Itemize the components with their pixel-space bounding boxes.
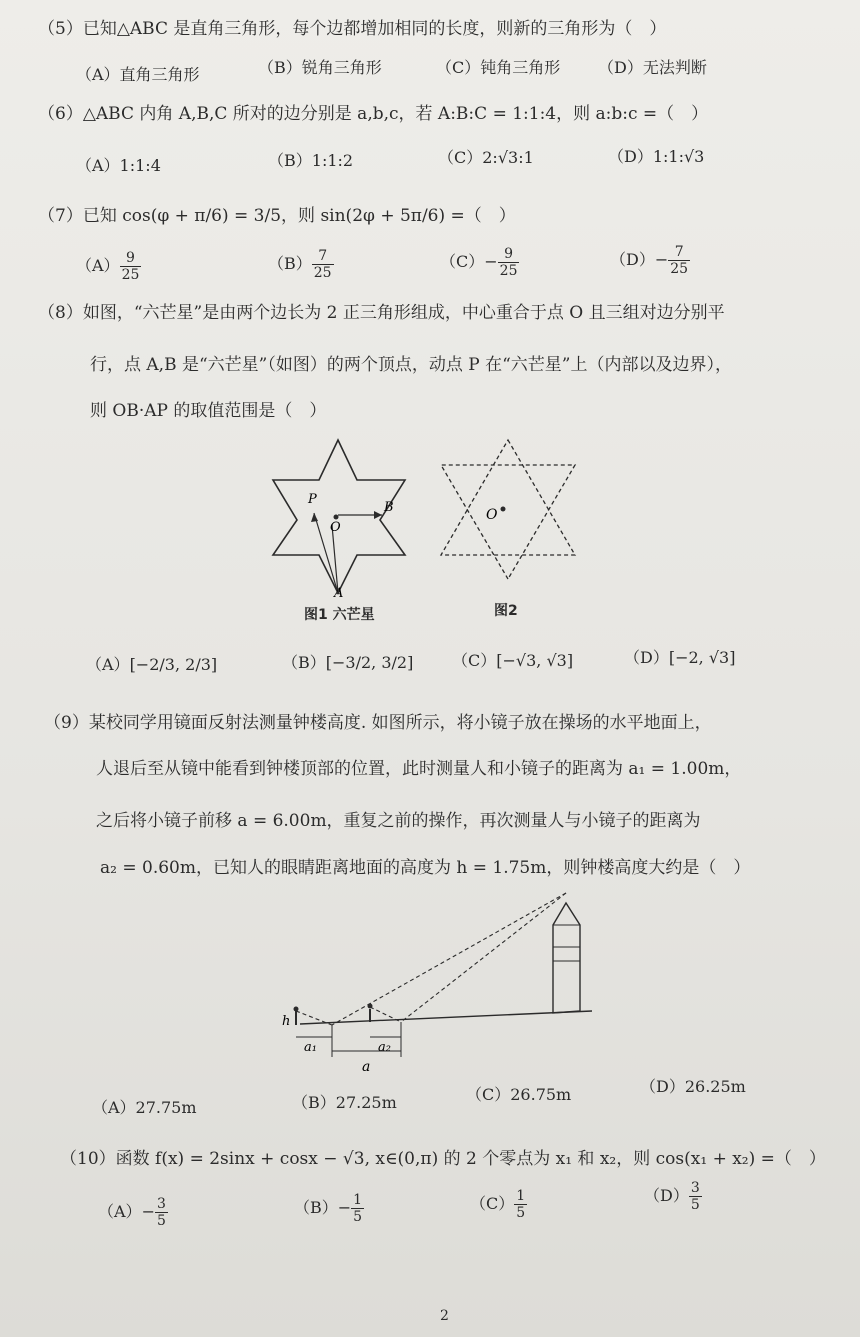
q5-option-a: （A）直角三角形 xyxy=(76,65,200,84)
q5-option-c: （C）钝角三角形 xyxy=(436,58,561,77)
label-a2: a₂ xyxy=(378,1040,391,1055)
label-o: O xyxy=(330,520,341,535)
q10-option-a: （A）− $\frac{3}{5}$ xyxy=(98,1196,166,1229)
q9-line-1: （9）某校同学用镜面反射法测量钟楼高度. 如图所示，将小镜子放在操场的水平地面上， xyxy=(44,713,712,733)
arrowhead-p xyxy=(311,513,318,522)
label-o-2: O xyxy=(486,507,498,523)
q8-line-2: 行，点 A,B 是“六芒星”（如图）的两个顶点，动点 P 在“六芒星”上（内部以及边界）， xyxy=(90,355,732,375)
q7-stem: （7）已知 cos(φ + π/6) = 3/5，则 sin(2φ + 5π/6) =（ ） xyxy=(38,206,516,226)
q5-stem: （5）已知△ABC 是直角三角形，每个边都增加相同的长度，则新的三角形为（ ） xyxy=(38,19,667,39)
q6-option-c: （C）2:√3:1 xyxy=(438,148,534,167)
hexagram-shape xyxy=(273,440,405,593)
q9-line-2: 人退后至从镜中能看到钟楼顶部的位置，此时测量人和小镜子的距离为 a₁ = 1.00m， xyxy=(96,759,742,779)
q10-stem: （10）函数 f(x) = 2sinx + cosx − √3, x∈(0,π) 的 2 个零点为 x₁ 和 x₂，则 cos(x₁ + x₂) =（ ） xyxy=(60,1149,826,1169)
center-point-o xyxy=(334,515,339,520)
clock-tower-figure xyxy=(270,885,600,1080)
q6-stem: （6）△ABC 内角 A,B,C 所对的边分别是 a,b,c，若 A:B:C = 1:1:4，则 a:b:c =（ ） xyxy=(38,104,709,124)
q7-option-c: （C）− $\frac{9}{25}$ xyxy=(440,246,518,279)
triangle-down xyxy=(441,465,575,579)
label-a1: a₁ xyxy=(304,1040,317,1055)
q9-option-c: （C）26.75m xyxy=(466,1085,572,1104)
label-b: B xyxy=(384,500,394,515)
q8-option-c: （C）[−√3, √3] xyxy=(452,651,574,670)
label-h: h xyxy=(282,1014,291,1029)
clock-tower xyxy=(553,903,580,1013)
q10-option-d: （D） $\frac{3}{5}$ xyxy=(644,1180,700,1213)
q5-option-d: （D）无法判断 xyxy=(598,58,707,77)
ground-line xyxy=(300,1011,592,1024)
ray-2 xyxy=(401,893,566,1022)
q5-option-b: （B）锐角三角形 xyxy=(258,58,382,77)
q9-option-b: （B）27.25m xyxy=(292,1093,397,1112)
hexagram-figure-2 xyxy=(430,435,590,585)
page-number: 2 xyxy=(440,1308,449,1324)
q8-option-a: （A）[−2/3, 2/3] xyxy=(86,655,218,674)
q6-option-a: （A）1:1:4 xyxy=(76,156,161,175)
triangle-up xyxy=(441,440,575,555)
q7-option-a: （A） $\frac{9}{25}$ xyxy=(76,250,140,283)
label-a: a xyxy=(362,1059,371,1075)
q9-option-a: （A）27.75m xyxy=(92,1098,197,1117)
center-point-o-2 xyxy=(501,507,506,512)
q10-option-c: （C） $\frac{1}{5}$ xyxy=(470,1188,526,1221)
q6-option-b: （B）1:1:2 xyxy=(268,151,354,170)
figure-2-caption: 图2 xyxy=(494,603,518,619)
q10-option-b: （B）− $\frac{1}{5}$ xyxy=(294,1192,363,1225)
ray-1 xyxy=(332,893,566,1025)
q8-option-b: （B）[−3/2, 3/2] xyxy=(282,653,414,672)
label-a: A xyxy=(334,586,344,600)
q9-line-4: a₂ = 0.60m，已知人的眼睛距离地面的高度为 h = 1.75m，则钟楼高度大约是（ ） xyxy=(100,858,751,878)
q8-option-d: （D）[−2, √3] xyxy=(624,648,736,667)
q7-option-b: （B） $\frac{7}{25}$ xyxy=(268,248,332,281)
hexagram-figure-1 xyxy=(260,435,420,600)
label-p: P xyxy=(308,492,317,507)
q9-option-d: （D）26.25m xyxy=(640,1077,746,1096)
q8-line-3: 则 OB·AP 的取值范围是（ ） xyxy=(90,401,327,421)
person-2-head xyxy=(368,1004,373,1009)
q7-option-d: （D）− $\frac{7}{25}$ xyxy=(610,244,689,277)
q8-line-1: （8）如图，“六芒星”是由两个边长为 2 正三角形组成，中心重合于点 O 且三组对边分别平 xyxy=(38,303,725,323)
person-1-head xyxy=(294,1007,299,1012)
figure-1-caption: 图1 六芒星 xyxy=(304,607,375,623)
q9-line-3: 之后将小镜子前移 a = 6.00m，重复之前的操作，再次测量人与小镜子的距离为 xyxy=(96,811,701,831)
q6-option-d: （D）1:1:√3 xyxy=(608,147,705,166)
